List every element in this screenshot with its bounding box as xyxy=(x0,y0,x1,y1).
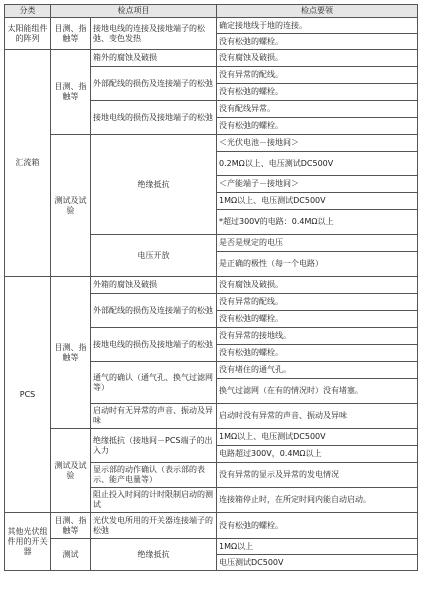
point-cell: 没有堵住的通气孔。 xyxy=(217,362,418,379)
header-point: 检点要领 xyxy=(217,5,418,18)
method-cell: 目测、指触等 xyxy=(51,277,91,429)
table-row xyxy=(5,18,418,34)
point-cell: 连接箱停止时，在所定时间内能自动启动。 xyxy=(217,488,418,513)
item-cell: 外箱的腐蚀及破损 xyxy=(91,277,217,294)
table-row xyxy=(5,429,418,446)
item-cell: 绝缘抵抗 xyxy=(91,135,217,235)
point-cell: 1MΩ以上、电压测试DC500V xyxy=(217,193,418,210)
point-cell: 0.2MΩ以上、电压测试DC500V xyxy=(217,152,418,176)
point-cell: 没有异常的显示及异常的发电情况 xyxy=(217,463,418,488)
point-cell: 没有松弛的螺栓。 xyxy=(217,345,418,362)
point-cell: 启动时没有异常的声音、振动及异味 xyxy=(217,404,418,429)
method-cell: 测试 xyxy=(51,539,91,571)
point-cell: ＜光伏电池－接地间＞ xyxy=(217,135,418,152)
point-cell: 没有腐蚀及破损。 xyxy=(217,50,418,67)
method-cell: 目测、指触等 xyxy=(51,18,91,50)
point-cell: 没有松弛的螺栓。 xyxy=(217,34,418,50)
point-cell: 没有松弛的螺栓。 xyxy=(217,84,418,101)
table-row xyxy=(5,513,418,539)
method-cell: 目测、指触等 xyxy=(51,50,91,135)
table-row xyxy=(5,50,418,67)
item-cell: 箱外的腐蚀及破损 xyxy=(91,50,217,67)
item-cell: 显示部的动作确认（表示部的表示、能产电量等） xyxy=(91,463,217,488)
category-cell: 汇流箱 xyxy=(5,50,51,277)
point-cell: 没有配线异常。 xyxy=(217,101,418,118)
point-cell: ＜产能端子－接地间＞ xyxy=(217,176,418,193)
point-cell: 没有腐蚀及破损。 xyxy=(217,277,418,294)
item-cell: 外部配线的损伤及连接端子的松弛 xyxy=(91,67,217,101)
point-cell: 没有异常的接地线。 xyxy=(217,328,418,345)
item-cell: 启动时有无异常的声音、振动及异味 xyxy=(91,404,217,429)
category-cell: PCS xyxy=(5,277,51,513)
point-cell: 是否是规定的电压 xyxy=(217,235,418,252)
method-cell: 测试及试验 xyxy=(51,135,91,277)
point-cell: 没有异常的配线。 xyxy=(217,67,418,84)
header-category: 分类 xyxy=(5,5,51,18)
point-cell: 没有松弛的螺栓。 xyxy=(217,311,418,328)
point-cell: 没有松弛的螺栓。 xyxy=(217,118,418,135)
category-cell: 其他光伏组件用的开关器 xyxy=(5,513,51,571)
table-header-row xyxy=(5,5,418,18)
method-cell: 测试及试验 xyxy=(51,429,91,513)
point-cell: 没有松弛的螺栓。 xyxy=(217,513,418,539)
point-cell: *超过300V的电路：0.4MΩ以上 xyxy=(217,210,418,235)
point-cell: 电压测试DC500V xyxy=(217,555,418,571)
item-cell: 绝缘抵抗（接地间－PCS端子的出入力 xyxy=(91,429,217,463)
table-row xyxy=(5,277,418,294)
point-cell: 电路超过300V，0.4MΩ以上 xyxy=(217,446,418,463)
item-cell: 光伏发电所用的开关器连接端子的松弛 xyxy=(91,513,217,539)
item-cell: 接地电线的连接及接地端子的松弛、变色发热 xyxy=(91,18,217,50)
table-row xyxy=(5,135,418,152)
point-cell: 换气过滤网（在有的情况时）没有堵塞。 xyxy=(217,379,418,404)
item-cell: 接地电线的损伤及接地端子的松弛 xyxy=(91,101,217,135)
point-cell: 没有异常的配线。 xyxy=(217,294,418,311)
item-cell: 通气的确认（通气孔、换气过滤网等） xyxy=(91,362,217,404)
inspection-table xyxy=(4,4,418,571)
item-cell: 阻止投入时间的计时限制启动的测试 xyxy=(91,488,217,513)
point-cell: 是正确的极性（每一个电路） xyxy=(217,252,418,277)
item-cell: 绝缘抵抗 xyxy=(91,539,217,571)
item-cell: 接地电线的损伤及接地端子的松弛 xyxy=(91,328,217,362)
point-cell: 确定接地线于地的连接。 xyxy=(217,18,418,34)
method-cell: 目测、指触等 xyxy=(51,513,91,539)
item-cell: 电压开放 xyxy=(91,235,217,277)
item-cell: 外部配线的损伤及连接端子的松弛 xyxy=(91,294,217,328)
category-cell: 太阳能组件的阵列 xyxy=(5,18,51,50)
point-cell: 1MΩ以上、电压测试DC500V xyxy=(217,429,418,446)
table-row xyxy=(5,539,418,555)
header-item: 检点项目 xyxy=(51,5,217,18)
point-cell: 1MΩ以上 xyxy=(217,539,418,555)
